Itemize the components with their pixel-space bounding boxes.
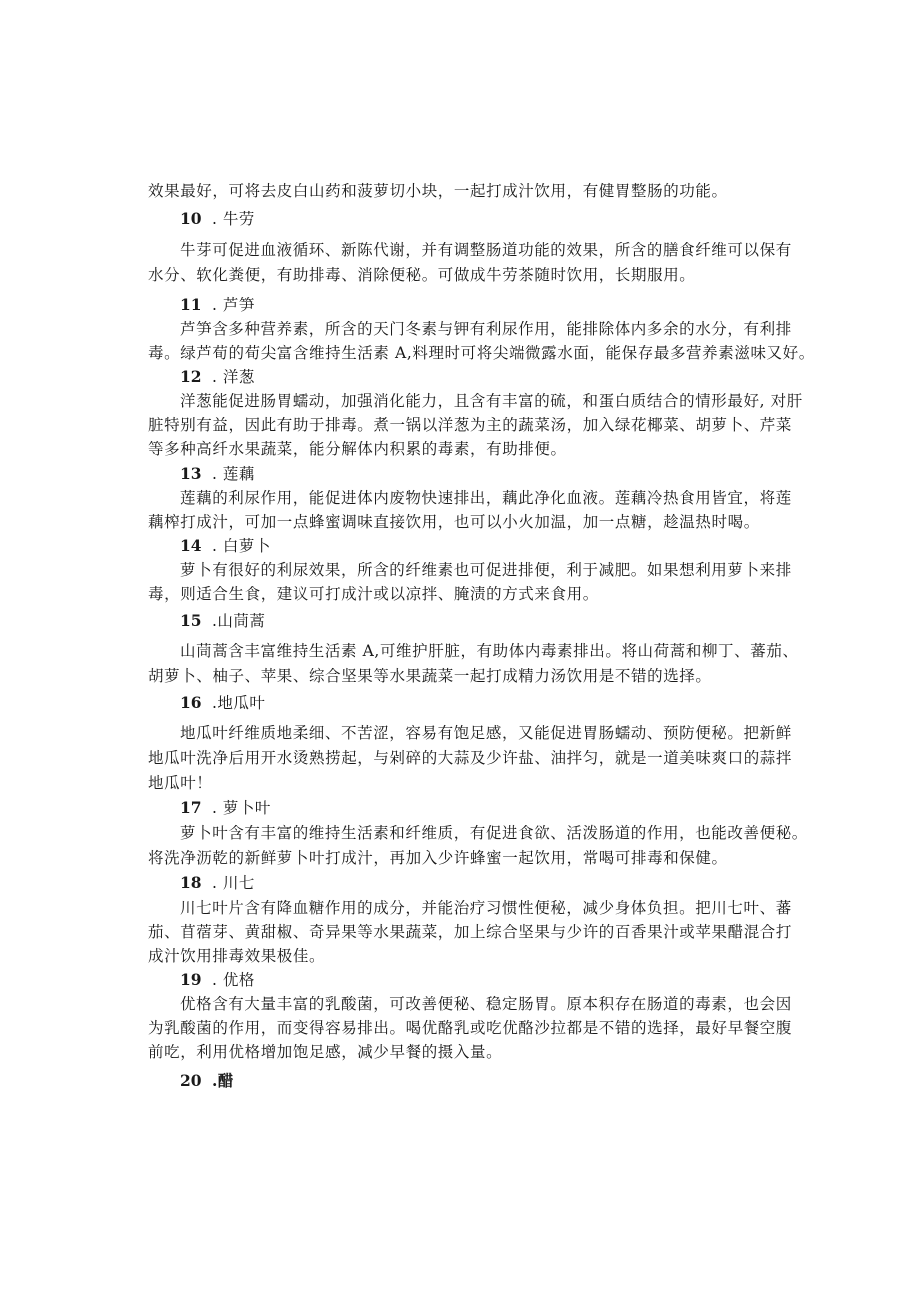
section-12-line-2: 脏特别有益，因此有助于排毒。煮一锅以洋葱为主的蔬菜汤，加入绿花椰菜、胡萝卜、芹菜 — [148, 416, 793, 434]
section-19-line-3: 前吃，利用优格增加饱足感，减少早餐的摄入量。 — [148, 1043, 503, 1061]
section-14-line-1: 萝卜有很好的利尿效果，所含的纤维素也可促进排便，利于减肥。如果想利用萝卜来排 — [180, 561, 792, 579]
section-16-line-3: 地瓜叶！ — [148, 774, 213, 792]
section-heading-16 — [180, 692, 265, 714]
section-11-line-1: 芦笋含多种营养素，所含的天门冬素与钾有利尿作用，能排除体内多余的水分，有利排 — [180, 320, 792, 338]
section-title: .山茼蒿 — [212, 612, 266, 630]
section-number: 15 — [180, 611, 202, 630]
section-13-line-1: 莲藕的利尿作用，能促进体内废物快速排出，藕此净化血液。莲藕冷热食用皆宜，将莲 — [180, 489, 792, 507]
section-16-line-2: 地瓜叶洗净后用开水烫熟捞起，与剁碎的大蒜及少许盐、油拌匀，就是一道美味爽口的蒜拌 — [148, 749, 793, 767]
section-number: 17 — [180, 798, 202, 817]
section-18-line-2: 茄、苜蓿芽、黄甜椒、奇异果等水果蔬菜，加上综合坚果与少许的百香果汁或苹果醋混合打 — [148, 923, 793, 941]
section-title: . 莲藕 — [212, 465, 255, 483]
section-number: 20 — [180, 1071, 202, 1090]
section-heading-17 — [180, 797, 271, 819]
section-17-line-2: 将洗净沥乾的新鲜萝卜叶打成汁，再加入少许蜂蜜一起饮用，常喝可排毒和保健。 — [148, 849, 728, 867]
section-heading-13 — [180, 463, 255, 485]
section-16-line-1: 地瓜叶纤维质地柔细、不苦涩，容易有饱足感，又能促进胃肠蠕动、预防便秘。把新鲜 — [180, 724, 792, 742]
section-19-line-1: 优格含有大量丰富的乳酸菌，可改善便秘、稳定肠胃。原本积存在肠道的毒素，也会因 — [180, 995, 792, 1013]
section-11-line-2: 毒。绿芦荀的荀尖富含维持生活素 A,料理时可将尖端微露水面，能保存最多营养素滋味又好。 — [148, 344, 815, 362]
section-12-line-3: 等多种高纤水果蔬菜，能分解体内积累的毒素，有助排便。 — [148, 440, 567, 458]
section-18-line-1: 川七叶片含有降血糖作用的成分，并能治疗习惯性便秘，减少身体负担。把川七叶、蕃 — [180, 899, 792, 917]
section-title: . 牛劳 — [212, 210, 255, 228]
section-heading-10 — [180, 208, 255, 230]
section-heading-18 — [180, 872, 255, 894]
section-10-line-2: 水分、软化粪便，有助排毒、消除便秘。可做成牛劳茶随时饮用，长期服用。 — [148, 266, 696, 284]
section-heading-14 — [180, 535, 271, 557]
section-heading-12 — [180, 366, 255, 388]
section-title: . 芦笋 — [212, 296, 255, 314]
section-number: 19 — [180, 970, 202, 989]
section-number: 18 — [180, 873, 202, 892]
section-heading-19 — [180, 969, 255, 991]
section-14-line-2: 毒，则适合生食，建议可打成汁或以凉拌、腌渍的方式来食用。 — [148, 585, 599, 603]
section-15-line-2: 胡萝卜、柚子、苹果、综合坚果等水果蔬菜一起打成精力汤饮用是不错的选择。 — [148, 667, 712, 685]
section-title: . 白萝卜 — [212, 537, 271, 555]
section-number: 10 — [180, 209, 202, 228]
section-title: .醋 — [212, 1071, 234, 1090]
intro-line: 效果最好，可将去皮白山药和菠萝切小块，一起打成汁饮用，有健胃整肠的功能。 — [148, 182, 728, 200]
section-15-line-1: 山茼蒿含丰富维持生活素 A,可维护肝脏，有助体内毒素排出。将山荷蒿和柳丁、蕃茄、 — [180, 642, 799, 660]
section-13-line-2: 藕榨打成汁，可加一点蜂蜜调味直接饮用，也可以小火加温，加一点糖，趁温热时喝。 — [148, 513, 760, 531]
section-number: 12 — [180, 367, 202, 386]
section-number: 11 — [180, 295, 202, 314]
section-title: . 优格 — [212, 971, 255, 989]
section-heading-15 — [180, 610, 265, 632]
section-10-line-1: 牛芽可促进血液循环、新陈代谢，并有调整肠道功能的效果，所含的膳食纤维可以保有 — [180, 241, 792, 259]
section-number: 16 — [180, 693, 202, 712]
section-number: 14 — [180, 536, 202, 555]
section-12-line-1: 洋葱能促进肠胃蠕动，加强消化能力，且含有丰富的硫，和蛋白质结合的情形最好, 对肝 — [180, 392, 803, 410]
section-title: .地瓜叶 — [212, 694, 266, 712]
section-18-line-3: 成汁饮用排毒效果极佳。 — [148, 947, 326, 965]
section-heading-20 — [180, 1070, 234, 1092]
section-title: . 萝卜叶 — [212, 799, 271, 817]
section-title: . 川七 — [212, 874, 255, 892]
section-heading-11 — [180, 294, 255, 316]
section-19-line-2: 为乳酸菌的作用，而变得容易排出。喝优酪乳或吃优酪沙拉都是不错的选择，最好早餐空腹 — [148, 1019, 793, 1037]
section-title: . 洋葱 — [212, 368, 255, 386]
section-number: 13 — [180, 464, 202, 483]
section-17-line-1: 萝卜叶含有丰富的维持生活素和纤维质，有促进食欲、活泼肠道的作用，也能改善便秘。 — [180, 824, 808, 842]
